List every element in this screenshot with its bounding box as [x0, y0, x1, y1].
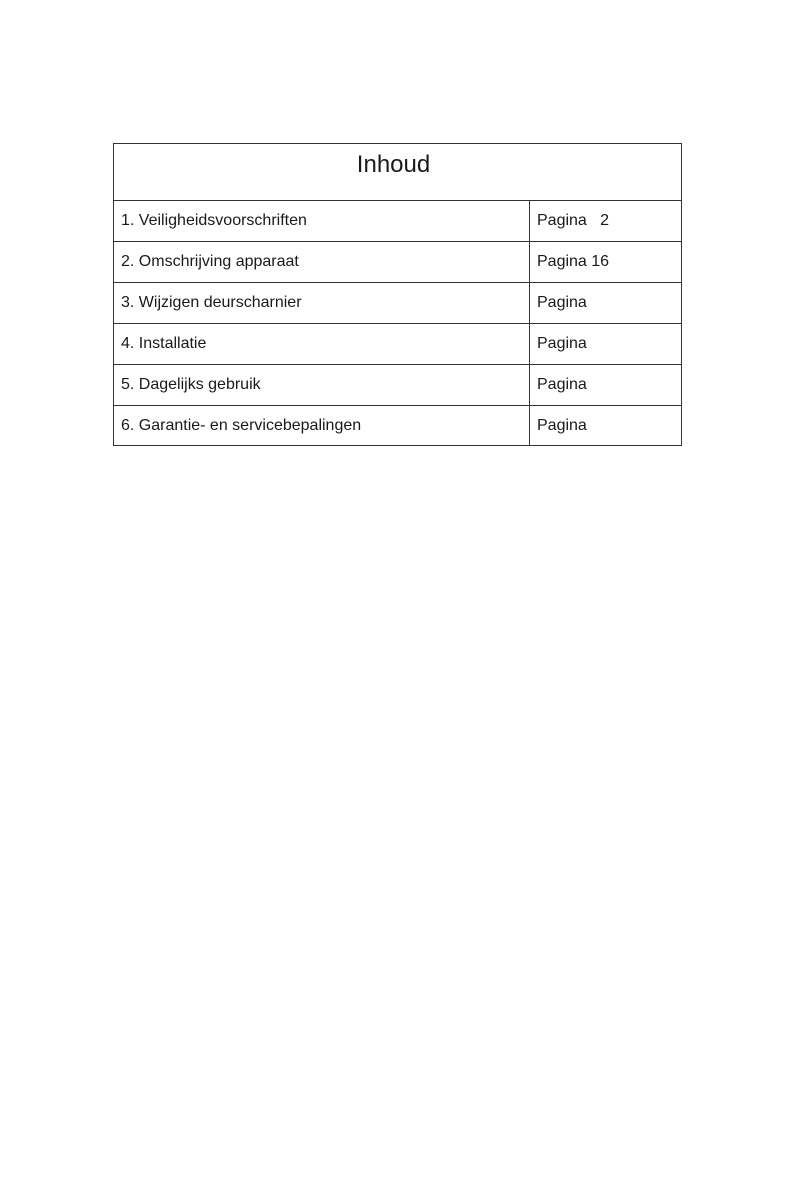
toc-item-label: 5. Dagelijks gebruik	[114, 365, 530, 405]
toc-page-ref: Pagina	[537, 376, 587, 393]
toc-item-label: 1. Veiligheidsvoorschriften	[114, 201, 530, 241]
toc-row	[114, 242, 681, 283]
toc-page-ref: Pagina	[537, 294, 587, 311]
toc-row	[114, 365, 681, 406]
toc-title: Inhoud	[356, 151, 431, 178]
table-of-contents	[113, 143, 682, 446]
toc-page-ref: Pagina 16	[537, 253, 610, 270]
toc-item-label: 6. Garantie- en servicebepalingen	[114, 406, 530, 445]
toc-row	[114, 283, 681, 324]
toc-page-ref: Pagina	[537, 335, 587, 352]
toc-page-ref: Pagina 2	[537, 212, 610, 229]
toc-item-label: 3. Wijzigen deurscharnier	[114, 283, 530, 323]
toc-page-ref: Pagina	[537, 416, 587, 434]
toc-row	[114, 201, 681, 242]
toc-item-label: 4. Installatie	[114, 324, 530, 364]
toc-row	[114, 324, 681, 365]
toc-item-label: 2. Omschrijving apparaat	[114, 242, 530, 282]
toc-row	[114, 406, 681, 445]
toc-header	[114, 144, 681, 201]
